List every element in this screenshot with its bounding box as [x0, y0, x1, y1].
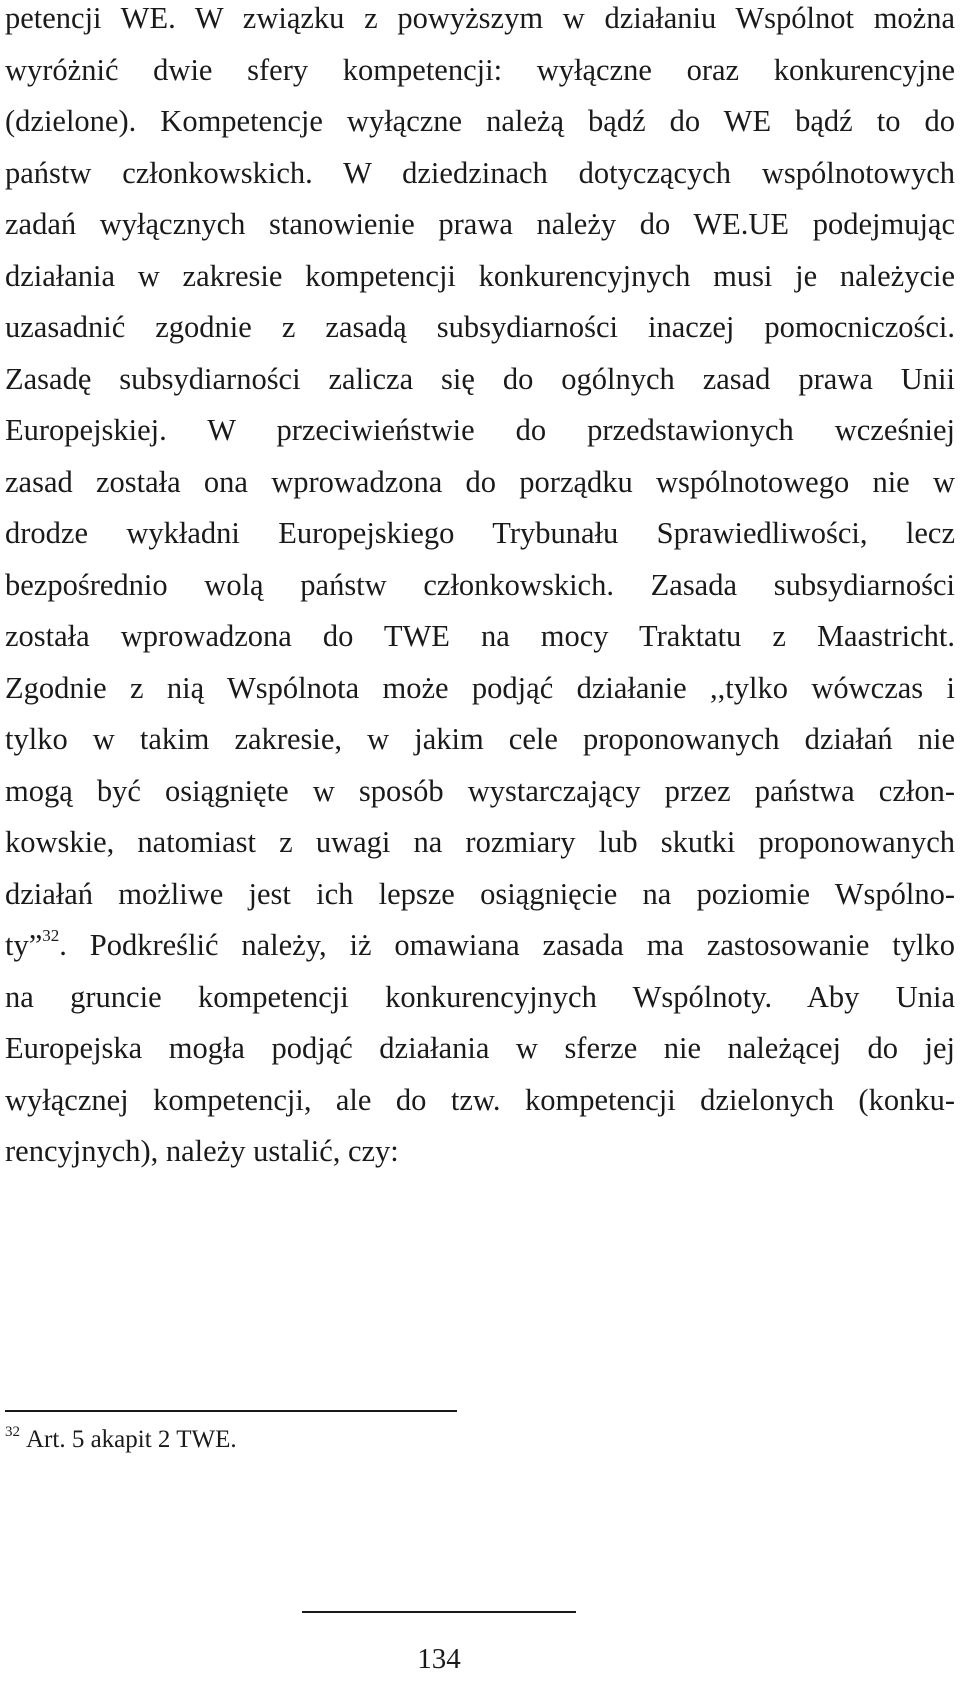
- text-line: petencji WE. W związku z powyższym w działaniu Wspólnot można: [5, 1, 955, 35]
- text-line: uzasadnić zgodnie z zasadą subsydiarności inaczej pomocniczości.: [5, 310, 955, 344]
- text-line-with-footnote-ref: [5, 920, 955, 972]
- text-line: kowskie, natomiast z uwagi na rozmiary lub skutki proponowanych: [5, 825, 955, 859]
- body-paragraph: [5, 0, 955, 1178]
- text-line: Zgodnie z nią Wspólnota może podjąć działanie ,,tylko wówczas i: [5, 670, 955, 705]
- text-fragment: ty”: [5, 928, 43, 962]
- footnote: [5, 1424, 237, 1456]
- text-line: została wprowadzona do TWE na mocy Traktatu z Maastricht.: [5, 619, 955, 653]
- text-line: działania w zakresie kompetencji konkurencyjnych musi je należycie: [5, 258, 955, 293]
- text-line: zasad została ona wprowadzona do porządku wspólnotowego nie w: [5, 464, 955, 499]
- text-line: Europejska mogła podjąć działania w sferze nie należącej do jej: [5, 1031, 955, 1065]
- text-line: Europejskiej. W przeciwieństwie do przedstawionych wcześniej: [5, 413, 955, 447]
- text-line: wyróżnić dwie sfery kompetencji: wyłączne oraz konkurencyjne: [5, 52, 955, 87]
- text-line: tylko w takim zakresie, w jakim cele proponowanych działań nie: [5, 722, 955, 756]
- footnote-separator: [5, 1410, 457, 1412]
- text-line: mogą być osiągnięte w sposób wystarczający przez państwa człon-: [5, 773, 955, 808]
- footnote-reference[interactable]: 32: [42, 926, 60, 945]
- text-line: państw członkowskich. W dziedzinach dotyczących wspólnotowych: [5, 155, 955, 190]
- footnote-number: 32: [5, 1424, 20, 1440]
- text-line: na gruncie kompetencji konkurencyjnych Wspólnoty. Aby Unia: [5, 979, 955, 1014]
- text-line: drodze wykładni Europejskiego Trybunału Sprawiedliwości, lecz: [5, 516, 955, 550]
- page-number: 134: [417, 1643, 461, 1675]
- text-line: wyłącznej kompetencji, ale do tzw. kompetencji dzielonych (konku-: [5, 1082, 955, 1117]
- text-line: bezpośrednio wolą państw członkowskich. Zasada subsydiarności: [5, 567, 955, 602]
- text-line: zadań wyłącznych stanowienie prawa należy do WE.UE podejmując: [5, 207, 955, 241]
- text-line: rencyjnych), należy ustalić, czy:: [5, 1134, 399, 1168]
- text-line: (dzielone). Kompetencje wyłączne należą bądź do WE bądź to do: [5, 104, 955, 138]
- text-line: działań możliwe jest ich lepsze osiągnięcie na poziomie Wspólno-: [5, 876, 955, 911]
- text-fragment: . Podkreślić należy, iż omawiana zasada ma zastosowanie tylko: [59, 928, 955, 962]
- page-number-rule: [302, 1611, 576, 1613]
- footnote-text: Art. 5 akapit 2 TWE.: [26, 1426, 237, 1453]
- text-line: Zasadę subsydiarności zalicza się do ogólnych zasad prawa Unii: [5, 361, 955, 396]
